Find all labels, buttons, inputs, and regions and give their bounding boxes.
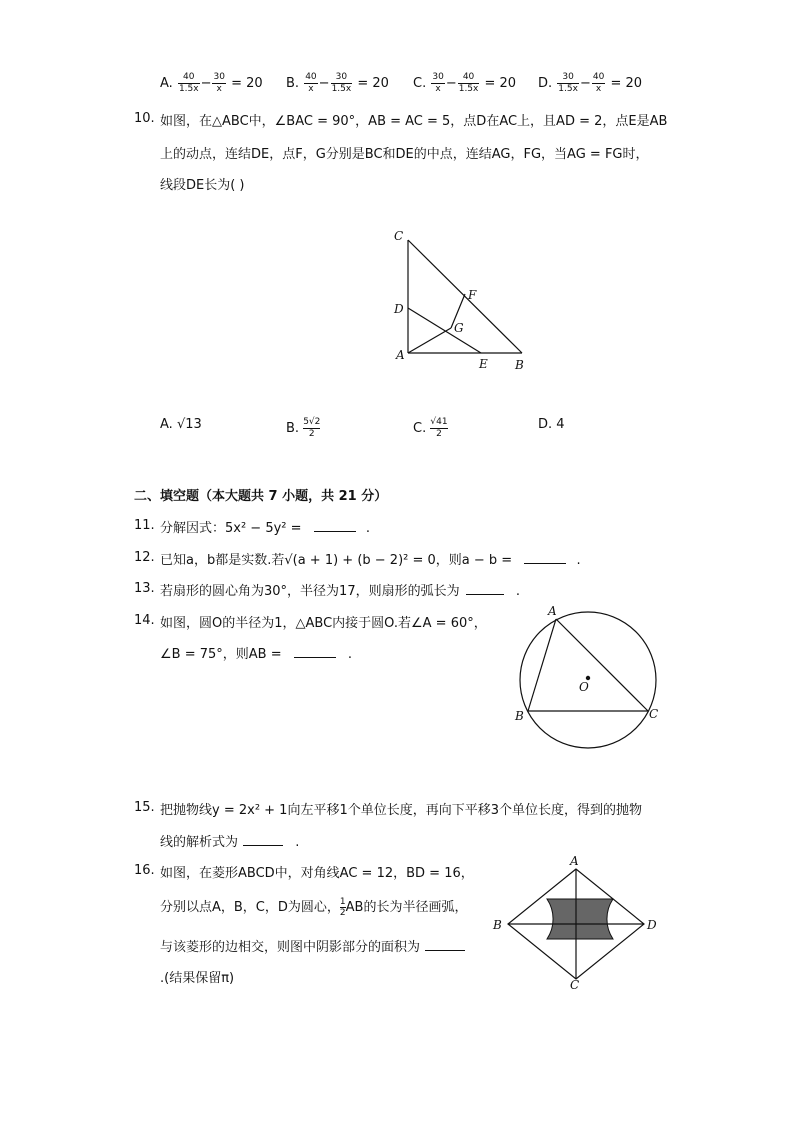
q11-number: 11. (134, 518, 155, 533)
segment-cb (408, 240, 522, 353)
label-a: A (548, 604, 557, 618)
label-e: E (479, 357, 488, 371)
q15-line1: 把抛物线y = 2x² + 1向左平移1个单位长度，再向下平移3个单位长度，得到的抛物 (160, 803, 642, 818)
shaded-region (547, 899, 613, 939)
q10-line2: 上的动点，连结DE，点F，G分别是BC和DE的中点，连结AG，FG，当AG = FG时， (160, 147, 649, 162)
label-f: F (468, 288, 477, 302)
q11-answer-blank[interactable] (314, 521, 356, 532)
q10-option-c[interactable]: C. $\frac{√41}{2}$ (413, 417, 448, 439)
label-b: B (493, 918, 502, 932)
q13-number: 13. (134, 581, 155, 596)
q16-answer-blank[interactable] (425, 940, 465, 951)
q9-option-b[interactable]: B. $\frac{40}{x}$ − $\frac{30}{1.5x}$ = 20 (286, 72, 389, 94)
q16-line2: 分别以点A，B，C，D为圆心， $\frac{1}{2}$ AB的长为半径画弧， (160, 897, 468, 918)
q10-line3: 线段DE长为( ) (160, 178, 245, 193)
label-b: B (515, 709, 524, 723)
label-a: A (396, 348, 405, 362)
q12-answer-blank[interactable] (524, 553, 566, 564)
label-c: C (570, 978, 580, 992)
q15-line2: 线的解析式为 . (160, 835, 300, 850)
q13-answer-blank[interactable] (466, 584, 504, 595)
q15-number: 15. (134, 800, 155, 815)
q14-answer-blank[interactable] (294, 647, 336, 658)
q9-option-a[interactable]: A. $\frac{40}{1.5x}$ − $\frac{30}{x}$ = 20 (160, 72, 263, 94)
q14-line2: ∠B = 75°，则AB = . (160, 647, 353, 662)
q14-number: 14. (134, 613, 155, 628)
q9-option-c[interactable]: C. $\frac{30}{x}$ − $\frac{40}{1.5x}$ = 20 (413, 72, 517, 94)
label-c: C (649, 707, 659, 721)
q14-line1: 如图，圆O的半径为1，△ABC内接于圆O.若∠A = 60°， (160, 616, 487, 631)
segment-ac (556, 619, 648, 711)
q12-number: 12. (134, 550, 155, 565)
q14-circle-figure (508, 600, 668, 755)
q11-line: 分解因式：5x² − 5y² = . (160, 521, 370, 536)
label-b: B (515, 358, 524, 372)
q10-number: 10. (134, 111, 155, 126)
label-g: G (454, 321, 464, 335)
q10-triangle-figure (385, 222, 535, 377)
q10-option-d[interactable]: D. 4 (538, 417, 565, 432)
segment-ag (408, 328, 451, 353)
q16-line1: 如图，在菱形ABCD中，对角线AC = 12，BD = 16， (160, 866, 474, 881)
q12-line: 已知a，b都是实数.若√(a + 1) + (b − 2)² = 0，则a − b = . (160, 553, 581, 568)
q13-line: 若扇形的圆心角为30°，半径为17，则扇形的弧长为 . (160, 584, 521, 599)
q15-answer-blank[interactable] (243, 835, 283, 846)
q16-rhombus-figure (488, 852, 668, 992)
q10-option-a[interactable]: A. √13 (160, 417, 202, 432)
segment-ab (528, 619, 556, 711)
label-c: C (394, 229, 404, 243)
q10-option-b[interactable]: B. $\frac{5√2}{2}$ (286, 417, 321, 439)
label-d: D (647, 918, 657, 932)
q16-line3: 与该菱形的边相交，则图中阴影部分的面积为 (160, 936, 465, 955)
q10-line1: 如图，在△ABC中，∠BAC = 90°，AB = AC = 5，点D在AC上，且AD = 2，点E是AB (160, 114, 668, 129)
label-d: D (394, 302, 404, 316)
label-a: A (570, 854, 579, 868)
section-title: 二、填空题（本大题共 7 小题，共 21 分） (134, 489, 388, 504)
q16-number: 16. (134, 863, 155, 878)
q16-line4: .(结果保留π) (160, 971, 235, 986)
q9-option-d[interactable]: D. $\frac{30}{1.5x}$ − $\frac{40}{x}$ = 20 (538, 72, 643, 94)
label-o: O (579, 680, 589, 694)
